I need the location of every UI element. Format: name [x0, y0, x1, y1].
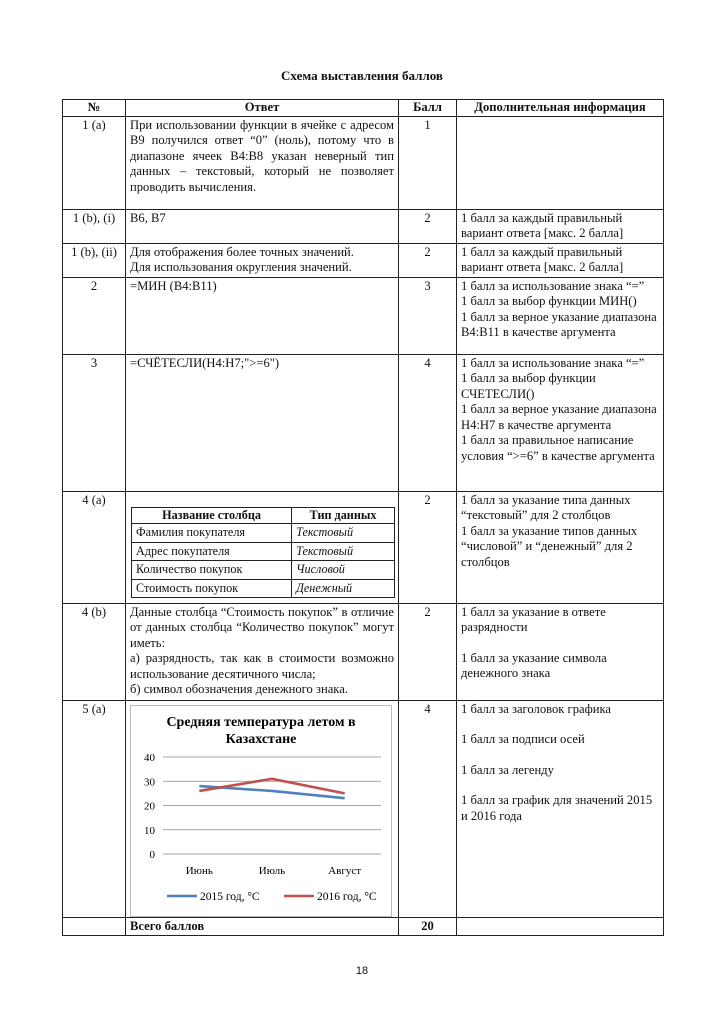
y-tick-label: 30: [144, 775, 155, 788]
row-number: 5 (a): [63, 700, 126, 917]
chart-title: Казахстане: [225, 731, 297, 747]
row-score: 3: [399, 277, 457, 354]
row-score: 2: [399, 491, 457, 603]
inner-cell-type: Числовой: [292, 561, 395, 580]
x-tick-label: Июль: [258, 864, 286, 877]
x-tick-label: Август: [328, 864, 362, 877]
temperature-chart: [130, 705, 392, 917]
chart-title: Средняя температура летом в: [166, 714, 356, 730]
inner-cell-column: Адрес покупателя: [132, 542, 292, 561]
row-score: 4: [399, 354, 457, 491]
info-line: 1 балл за указание типа данных “текстовый” для 2 столбцов: [461, 492, 631, 522]
row-info: [457, 277, 664, 354]
row-answer: При использовании функции в ячейке с адресом B9 получился ответ “0” (ноль), потому что в диапазоне ячеек B4:B8 указан неверный тип данных – текстовый, который не позволяет проводить вычисления.: [126, 116, 399, 209]
table-row: [63, 209, 664, 243]
info-line: 1 балл за график для значений 2015 и 2016 года: [461, 793, 653, 823]
inner-row: [132, 579, 395, 598]
page-number: 18: [355, 965, 369, 977]
inner-row: [132, 542, 395, 561]
row-score: 2: [399, 603, 457, 700]
row-score: 4: [399, 700, 457, 917]
row-info: 1 балл за каждый правильный вариант ответа [макс. 2 балла]: [457, 243, 664, 277]
info-line: 1 балл за указание символа денежного знака: [461, 650, 607, 680]
page-title: Схема выставления баллов: [281, 68, 443, 83]
table-row: [63, 491, 664, 603]
x-tick-label: Июнь: [185, 864, 213, 877]
total-label: Всего баллов: [126, 917, 399, 936]
answer-line: б) символ обозначения денежного знака.: [130, 682, 348, 696]
row-score: 2: [399, 209, 457, 243]
legend-label: 2016 год, °С: [317, 890, 377, 903]
answer-line: Данные столбца “Стоимость покупок” в отличие от данных столбца “Количество покупок” могут иметь:: [130, 604, 394, 650]
y-tick-label: 40: [144, 751, 155, 764]
data-types-table: [131, 507, 395, 599]
row-answer: [126, 491, 399, 603]
table-row: [63, 277, 664, 354]
table-row: [63, 603, 664, 700]
y-tick-label: 10: [144, 824, 155, 837]
info-line: 1 балл за указание в ответе разрядности: [461, 604, 606, 634]
table-row: [63, 354, 664, 491]
info-line: 1 балл за подписи осей: [461, 732, 585, 746]
scoring-table: [62, 99, 664, 936]
inner-cell-column: Количество покупок: [132, 561, 292, 580]
table-header-row: [63, 100, 664, 117]
table-row: [63, 116, 664, 209]
info-line: 1 балл за легенду: [461, 762, 554, 777]
row-score: 1: [399, 116, 457, 209]
inner-header-row: [132, 507, 395, 524]
table-row: [63, 243, 664, 277]
info-line: 1 балл за выбор функции СЧЕТЕСЛИ(): [461, 371, 596, 401]
header-number: №: [63, 100, 126, 117]
header-info: Дополнительная информация: [457, 100, 664, 117]
row-info: [457, 116, 664, 209]
info-line: 1 балл за использование знака “=”: [461, 355, 645, 370]
y-tick-label: 20: [144, 800, 155, 812]
chart-svg: [131, 706, 391, 916]
inner-header-type: Тип данных: [292, 507, 395, 524]
inner-cell-type: Текстовый: [292, 524, 395, 543]
y-tick-label: 0: [149, 848, 155, 861]
row-info: [457, 491, 664, 603]
row-info: [457, 700, 664, 917]
inner-cell-type: Текстовый: [292, 542, 395, 561]
total-empty: [63, 917, 126, 936]
table-row: [63, 700, 664, 917]
row-answer: =МИН (B4:B11): [126, 277, 399, 354]
info-line: 1 балл за указание типов данных “числовой” и “денежный” для 2 столбцов: [461, 523, 638, 569]
row-number: 1 (b), (ii): [63, 243, 126, 277]
total-row: [63, 917, 664, 936]
info-line: 1 балл за верное указание диапазона H4:H7 в качестве аргумента: [461, 402, 657, 432]
inner-cell-type: Денежный: [292, 579, 395, 598]
row-number: 1 (b), (i): [63, 209, 126, 243]
answer-line: а) разрядность, так как в стоимости возможно использование десятичного числа;: [130, 651, 394, 681]
info-line: 1 балл за заголовок графика: [461, 701, 612, 716]
row-info: [457, 354, 664, 491]
row-number: 1 (a): [63, 116, 126, 209]
total-score: 20: [399, 917, 457, 936]
row-answer: [126, 603, 399, 700]
inner-cell-column: Фамилия покупателя: [132, 524, 292, 543]
row-number: 4 (b): [63, 603, 126, 700]
info-line: 1 балл за выбор функции МИН(): [461, 294, 637, 308]
row-number: 3: [63, 354, 126, 491]
row-answer: [126, 243, 399, 277]
legend-label: 2015 год, °С: [200, 890, 260, 903]
row-answer: [126, 700, 399, 917]
info-line: 1 балл за использование знака “=”: [461, 278, 645, 293]
total-info: [457, 917, 664, 936]
row-number: 4 (a): [63, 491, 126, 603]
info-line: 1 балл за правильное написание условия “>=6” в качестве аргумента: [461, 433, 655, 463]
inner-header-column: Название столбца: [132, 507, 292, 524]
inner-row: [132, 524, 395, 543]
header-score: Балл: [399, 100, 457, 117]
header-answer: Ответ: [126, 100, 399, 117]
row-info: 1 балл за каждый правильный вариант ответа [макс. 2 балла]: [457, 209, 664, 243]
answer-line: Для использования округления значений.: [130, 260, 352, 274]
row-score: 2: [399, 243, 457, 277]
inner-cell-column: Стоимость покупок: [132, 579, 292, 598]
answer-line: Для отображения более точных значений.: [130, 244, 354, 259]
row-info: [457, 603, 664, 700]
row-answer: =СЧЁТЕСЛИ(H4:H7;">=6"): [126, 354, 399, 491]
row-answer: B6, B7: [126, 209, 399, 243]
inner-row: [132, 561, 395, 580]
info-line: 1 балл за верное указание диапазона B4:B11 в качестве аргумента: [461, 309, 657, 339]
row-number: 2: [63, 277, 126, 354]
